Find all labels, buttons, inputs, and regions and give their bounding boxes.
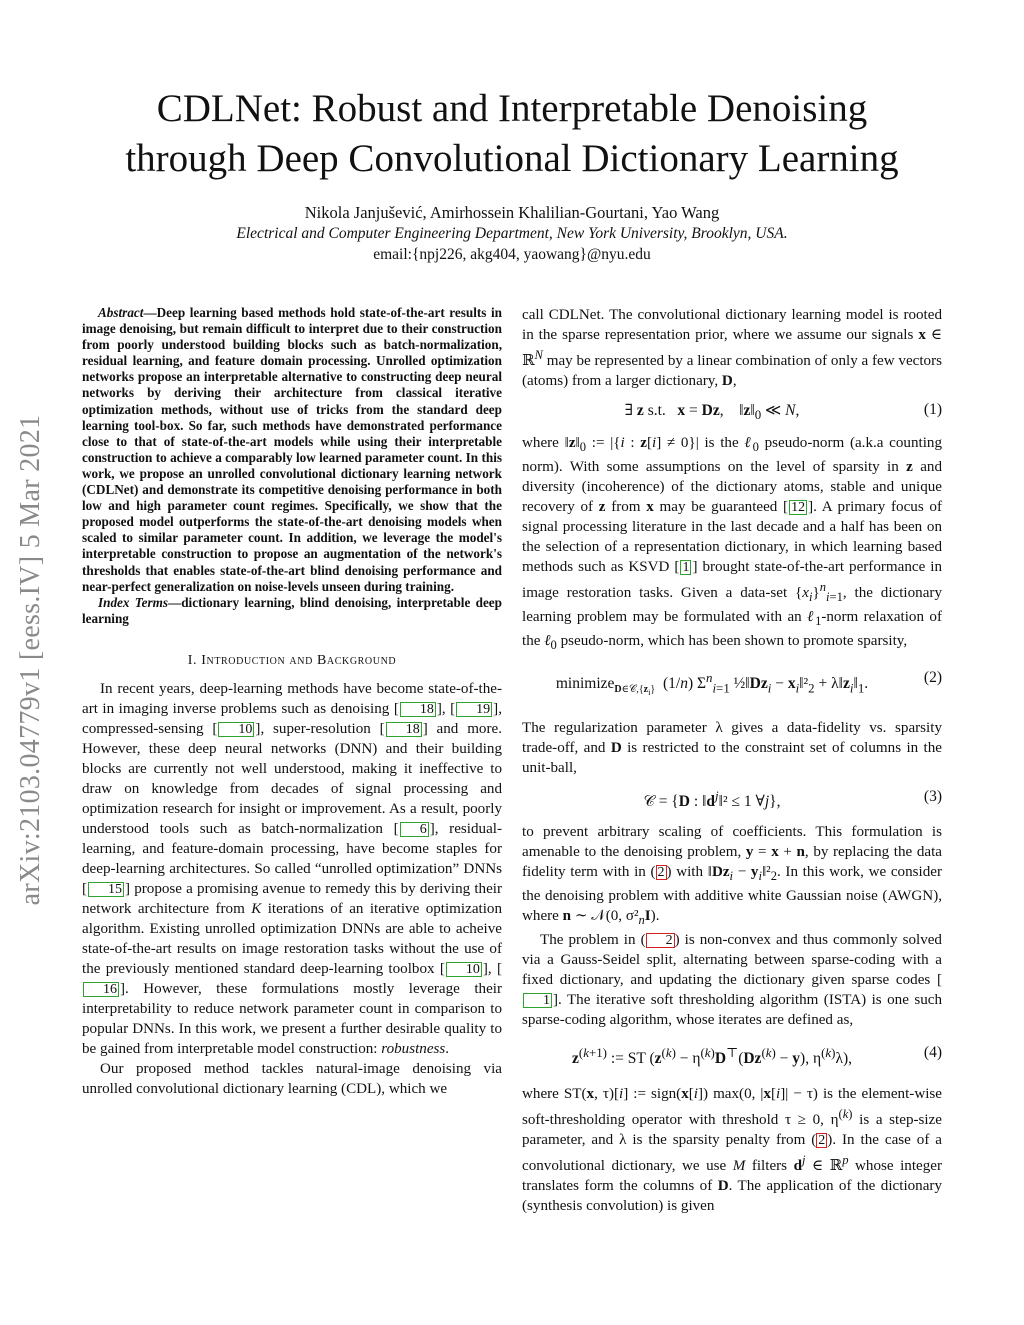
paragraph-awgn: to prevent arbitrary scaling of coefficients. This formulation is amenable to the denoising problem, y = x + n, by replacing the data fidelity term with in ( 2 ) with $‖Dz_i$ − $y_i‖^2_2$. In this work, we consider the denoising problem with additive white Gaussian noise (AWGN), where n ∼ 𝒩(0, $\sigma^2_nI$). [522,823,943,927]
citation-link[interactable]: 6 [400,822,429,837]
left-column [82,305,502,1099]
abstract: Abstract—Deep learning based methods hold state-of-the-art results in image denoising, but remain difficult to interpret due to their construction from poorly understood building blocks such as batch-normalization, residual learning, and feature domain processing. Unrolled optimization networks propose an interpretable alternative to constructing deep neural networks by deriving their architecture from classical iterative optimization methods, without use of tricks from the standard deep learning tool-box. So far, such methods have demonstrated performance close to that of state-of-the-art models while using their interpretable construction to achieve a comparably low learned parameter count. In this work, we propose an unrolled convolutional dictionary learning network (CDLNet) and demonstrate its competitive denoising performance in both low and high parameter count regimes. Specifically, we show that the proposed model outperforms the state-of-the-art denoising models when scaled to similar parameter count. In addition, we leverage the model's interpretable construction to propose an augmentation of the network's thresholds that enables state-of-the-art blind denoising performance and near-perfect generalization on noise-levels unseen during training. [82,305,502,594]
citation-link[interactable]: 16 [83,982,119,997]
equation-link[interactable]: 2 [646,933,675,948]
citation-link[interactable]: 12 [791,500,806,516]
paragraph-regularization: The regularization parameter λ gives a data-fidelity vs. sparsity trade-off, and D is restricted to the constraint set of columns in the unit-ball, [522,720,942,777]
equation-2: minimize$_{D\in 𝒞,\{z_i\}}$ (1/n) $\Sigma^n_{i=1}$ $\frac{1}{2}‖Dz_i$ − $x_i‖^2_2$ + $\lambda‖z_i‖_1$. (2) [555,669,942,698]
citation-link[interactable]: 19 [456,702,492,717]
citation-link[interactable]: 1 [523,993,552,1008]
equation-link[interactable]: 2 [818,1132,826,1148]
citation-link[interactable]: 18 [386,722,422,737]
email: email:{npj226, akg404, yaowang}@nyu.edu [373,246,651,263]
paragraph-sparsity: where $‖z‖_0$ := |{i : z[i] ≠ 0}| is the ℓ$_0$ pseudo-norm (a.k.a counting norm). With some assumptions on the level of sparsity in z and diversity (incoherence) of the dictionary atoms, stable and unique recovery of z from x may be guaranteed [ 12 ]. A primary focus of signal processing literature in the last decade and a half has been on the selection of a representation dictionary, in which learning based methods such as KSVD [ 1 ] brought state-of-the-art performance in image restoration tasks. Given a data-set $\{x_i\}^n_{i=1}$, the dictionary learning problem may be formulated with an ℓ$_1$-norm relaxation of the ℓ$_0$ pseudo-norm, which has been shown to promote sparsity, [522,435,943,653]
citation-link[interactable]: 15 [88,882,124,897]
index-terms: Index Terms—dictionary learning, blind denoising, interpretable deep learning [82,594,502,626]
intro-paragraph-3: call CDLNet. The convolutional dictionary learning model is rooted in the sparse representation prior, where we assume our signals x ∈ ℝ$^N$ may be represented by a linear combination of only a few vectors (atoms) from a larger dictionary, D, [522,307,942,390]
section-heading: I. Introduction and Background [187,652,397,668]
equation-link[interactable]: 2 [657,864,665,880]
paper-title: CDLNet: Robust and Interpretable Denoising through Deep Convolutional Dictionary Learning [125,87,899,180]
equation-1: ∃ z s.t. x = Dz, $‖z‖_0$ ≪ N, (1) [624,401,942,423]
citation-link[interactable]: 10 [446,962,482,977]
arxiv-identifier: arXiv:2103.04779v1 [eess.IV] 5 Mar 2021 [15,414,46,906]
citation-link[interactable]: 18 [400,702,436,717]
intro-paragraph-2: Our proposed method tackles natural-image denoising via unrolled convolutional dictionary learning (CDL), which we [82,1060,502,1097]
equation-4: $z^{(k+1)}$ := ST ($z^{(k)} - \eta^{(k)}D^⊤(Dz^{(k)} - y)$, $\eta^{(k)}\lambda$), (4) [572,1043,942,1067]
citation-link[interactable]: 1 [682,560,690,576]
intro-paragraph-1: In recent years, deep-learning methods have become state-of-the-art in imaging inverse problems such as denoising [ 18 ], [ 19 ], compressed-sensing [ 10 ], super-resolution [ 18 ] and more. However, these deep neural networks (DNN) and their building blocks are currently not well understood, making it ineffective to draw on knowledge from decades of signal processing and optimization research for insight or improvement. As a result, poorly understood tools such as batch-normalization [ 6 ], residual-learning, and feature-domain processing, have become staples for deep-learning architectures. So called “unrolled optimization” DNNs [ 15 ] propose a promising avenue to remedy this by deriving their network architecture from K iterations of an iterative optimization algorithm. Existing unrolled optimization DNNs are able to acheive state-of-the-art results on image restoration tasks without the use of the previously mentioned standard deep-learning toolbox [ 10 ], [16 ]. However, these formulations mostly leverage their interpretability to reduce network parameter count in comparison to popular DNNs. In this work, we present a further desirable quality to be gained from interpretable model construction: robustness. [82,680,502,1057]
affiliation: Electrical and Computer Engineering Department, New York University, Brooklyn, USA. [236,225,788,242]
authors: Nikola Janjušević, Amirhossein Khalilian-Gourtani, Yao Wang [304,203,720,222]
right-column [522,305,942,1216]
paragraph-ista: The problem in ( 2 ) is non-convex and thus commonly solved via a Gauss-Seidel split, alternating between sparse-coding with a fixed dictionary, and updating the dictionary given sparse codes [1 ]. The iterative soft thresholding algorithm (ISTA) is one such sparse-coding algorithm, whose iterates are defined as, [522,931,942,1028]
paragraph-threshold: where ST(x, τ)[i] := sign(x[i]) max(0, |x[i]| − τ) is the element-wise soft-thresholding operator with threshold τ ≥ 0, $\eta^{(k)}$ is a step-size parameter, and λ is the sparsity penalty from ( 2 ). In the case of a convolutional dictionary, we use M filters $d^j$ ∈ ℝ$^p$ whose integer translates form the columns of D. The application of the dictionary (synthesis convolution) is given [522,1085,942,1214]
citation-link[interactable]: 10 [218,722,254,737]
equation-3: 𝒞 = {D : $‖d^j‖^2 \le 1$ ∀j}, (3) [643,788,942,811]
